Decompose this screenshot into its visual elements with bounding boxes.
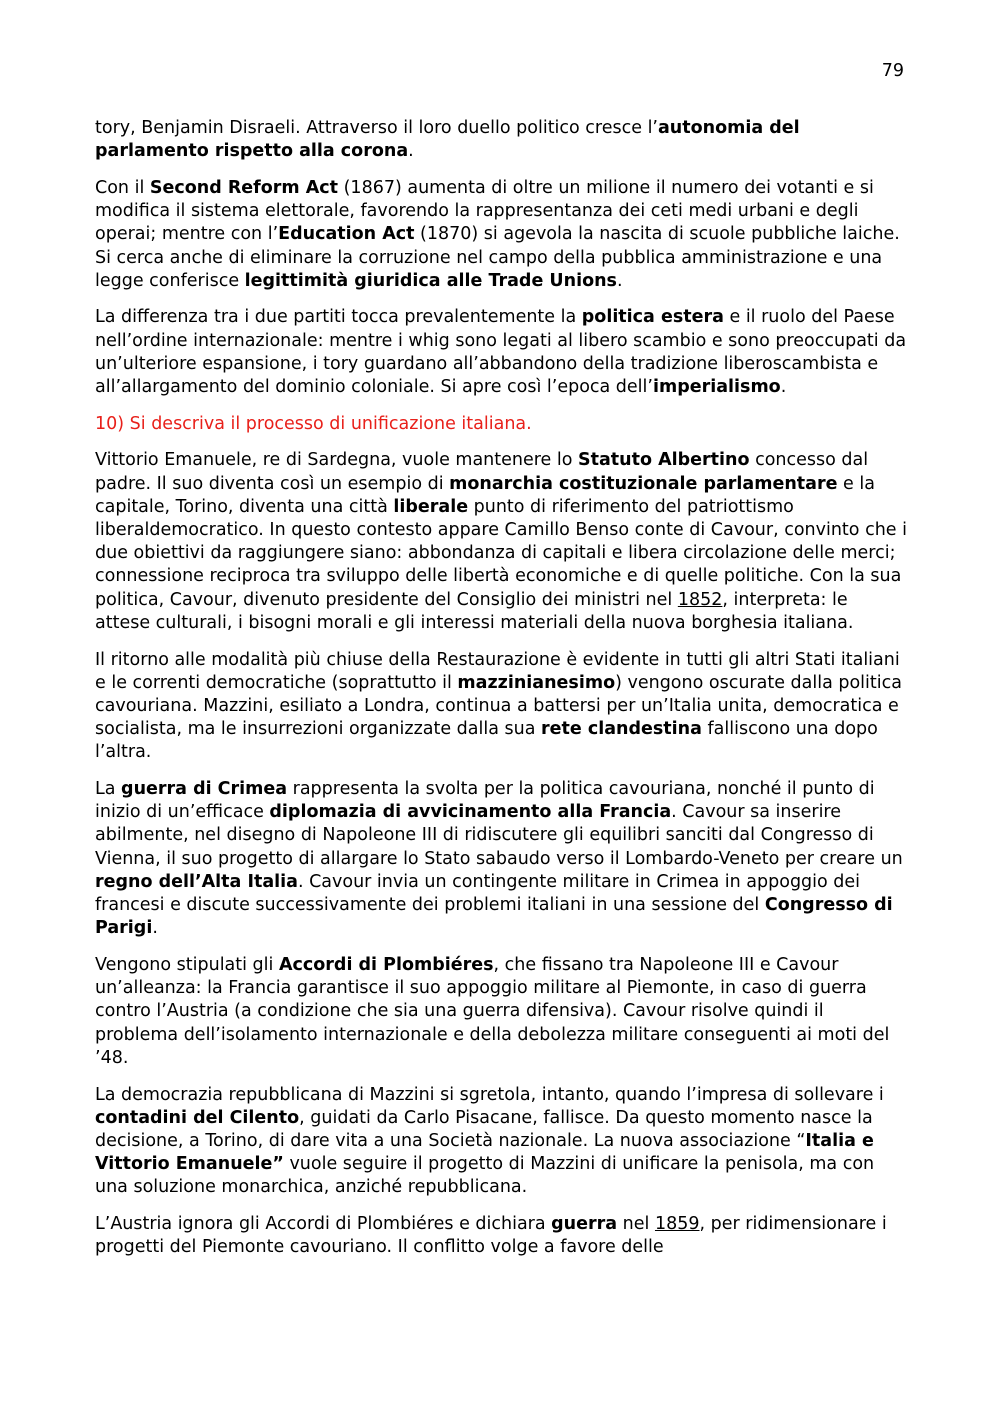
bold-term: Second Reform Act [149, 177, 339, 198]
bold-term: regno dell’Alta Italia [95, 871, 298, 892]
bold-term: Education Act [278, 224, 415, 245]
text-segment: . [408, 141, 414, 162]
bold-term: contadini del Cilento [95, 1107, 300, 1128]
text-segment: punto di riferimento del patriottismo liberaldemocratico. In questo contesto appare Camillo Benso conte di Cavour, convinto che i due obiettivi da raggiungere siano: abbondanza di capitali e libera circolazione delle merci; connessione reciproca tra sviluppo delle libertà economiche e di quelle politiche. Con la sua politica, Cavour, divenuto presidente del Consiglio dei ministri nel [95, 496, 907, 610]
text-segment: falliscono una dopo l’altra. [95, 719, 878, 763]
underlined-date: 1859 [654, 1214, 700, 1235]
text-segment: concesso dal padre. Il suo diventa così un esempio di [95, 450, 869, 494]
text-segment: vuole seguire il progetto di Mazzini di unificare la penisola, ma con una soluzione monarchica, anziché repubblicana. [95, 1154, 875, 1198]
text-segment: (1870) si agevola la nascita di scuole pubbliche laiche. Si cerca anche di eliminare la corruzione nel campo della pubblica amministrazione e una legge conferisce [95, 224, 900, 291]
bold-term: imperialismo [652, 377, 781, 398]
bold-term: Accordi di Plombiéres [278, 955, 494, 975]
bold-term: Congresso di Parigi [95, 895, 893, 939]
bold-term: guerra [551, 1214, 618, 1235]
text-segment: . [616, 270, 623, 291]
paragraph [95, 449, 907, 635]
paragraph [95, 306, 907, 399]
bold-term: mazzinianesimo [457, 672, 616, 693]
text-segment: 10) Si descriva il processo di unificazione italiana. [95, 413, 532, 434]
text-segment: L’Austria ignora gli Accordi di Plombiéres e dichiara [95, 1214, 552, 1235]
document-body [95, 117, 907, 1273]
text-segment: , che fissano tra Napoleone III e Cavour un’alleanza: la Francia garantisce il suo appoggio militare al Piemonte, in caso di guerra contro l’Austria (a condizione che sia una guerra difensiva). Cavour risolve quindi il problema dell’isolamento internazionale e della debolezza militare conseguenti ai moti del ’48. [95, 955, 890, 1068]
bold-term: autonomia del parlamento rispetto alla corona [95, 118, 800, 162]
text-segment: e la capitale, Torino, diventa una città [95, 473, 875, 517]
bold-term: Statuto Albertino [578, 450, 750, 471]
text-segment: La democrazia repubblicana di Mazzini si sgretola, intanto, quando l’impresa di sollevare i [95, 1084, 884, 1105]
text-segment: La differenza tra i due partiti tocca prevalentemente la [95, 307, 582, 328]
question-heading [95, 413, 907, 436]
text-segment: rappresenta la svolta per la politica cavouriana, nonché il punto di inizio di un’efficace [95, 779, 875, 823]
paragraph [95, 177, 907, 293]
bold-term: Italia e Vittorio Emanuele” [95, 1130, 874, 1175]
bold-term: guerra di Crimea [121, 779, 288, 800]
text-segment: . Cavour invia un contingente militare in Crimea in appoggio dei francesi e discute successivamente dei problemi italiani in una sessione del [95, 871, 861, 916]
text-segment: Vengono stipulati gli [95, 955, 279, 975]
bold-term: politica estera [581, 307, 724, 328]
text-segment: , guidati da Carlo Pisacane, fallisce. Da questo momento nasce la decisione, a Torino, di dare vita a una Società nazionale. La nuova associazione “ [95, 1107, 873, 1151]
text-segment: e il ruolo del Paese nell’ordine internazionale: mentre i whig sono legati al libero scambio e sono preoccupati da un’ulteriore espansione, i tory guardano all’abbandono della tradizione liberoscambista e all’allargamento del dominio coloniale. Si apre così l’epoca dell’ [95, 307, 907, 398]
bold-term: diplomazia di avvicinamento alla Francia [269, 802, 672, 823]
text-segment: . [152, 918, 158, 939]
paragraph [95, 1213, 907, 1259]
paragraph [95, 778, 907, 940]
underlined-date: 1852 [677, 589, 723, 610]
bold-term: legittimità giuridica alle Trade Unions [244, 270, 617, 291]
text-segment: Il ritorno alle modalità più chiuse della Restaurazione è evidente in tutti gli altri Stati italiani e le correnti democratiche (soprattutto il [95, 649, 900, 693]
text-segment: . [780, 377, 787, 398]
paragraph [95, 649, 907, 765]
text-segment: La [95, 779, 122, 800]
text-segment: Vittorio Emanuele, re di Sardegna, vuole mantenere lo [95, 450, 579, 471]
text-segment: , interpreta: le attese culturali, i bisogni morali e gli interessi materiali della nuova borghesia italiana. [95, 589, 854, 633]
paragraph [95, 1084, 907, 1200]
bold-term: monarchia costituzionale parlamentare [449, 473, 838, 494]
text-segment: ) vengono oscurate dalla politica cavouriana. Mazzini, esiliato a Londra, continua a battersi per un’Italia unita, democratica e socialista, ma le insurrezioni organizzate dalla sua [95, 672, 902, 740]
bold-term: rete clandestina [541, 719, 702, 740]
paragraph [95, 117, 907, 163]
text-segment: tory, Benjamin Disraeli. Attraverso il loro duello politico cresce l’ [95, 118, 658, 138]
text-segment: . Cavour sa inserire abilmente, nel disegno di Napoleone III di ridiscutere gli equilibri sanciti dal Congresso di Vienna, il suo progetto di allargare lo Stato sabaudo verso il Lombardo-Veneto per creare un [95, 802, 903, 869]
text-segment: (1867) aumenta di oltre un milione il numero dei votanti e si modifica il sistema elettorale, favorendo la rappresentanza dei ceti medi urbani e degli operai; mentre con l’ [95, 177, 874, 245]
bold-term: liberale [393, 496, 469, 517]
page-number: 79 [881, 61, 904, 81]
text-segment: nel [617, 1214, 655, 1235]
text-segment: Con il [95, 177, 150, 198]
text-segment: , per ridimensionare i progetti del Piemonte cavouriano. Il conflitto volge a favore delle [95, 1214, 887, 1258]
paragraph [95, 954, 907, 1070]
